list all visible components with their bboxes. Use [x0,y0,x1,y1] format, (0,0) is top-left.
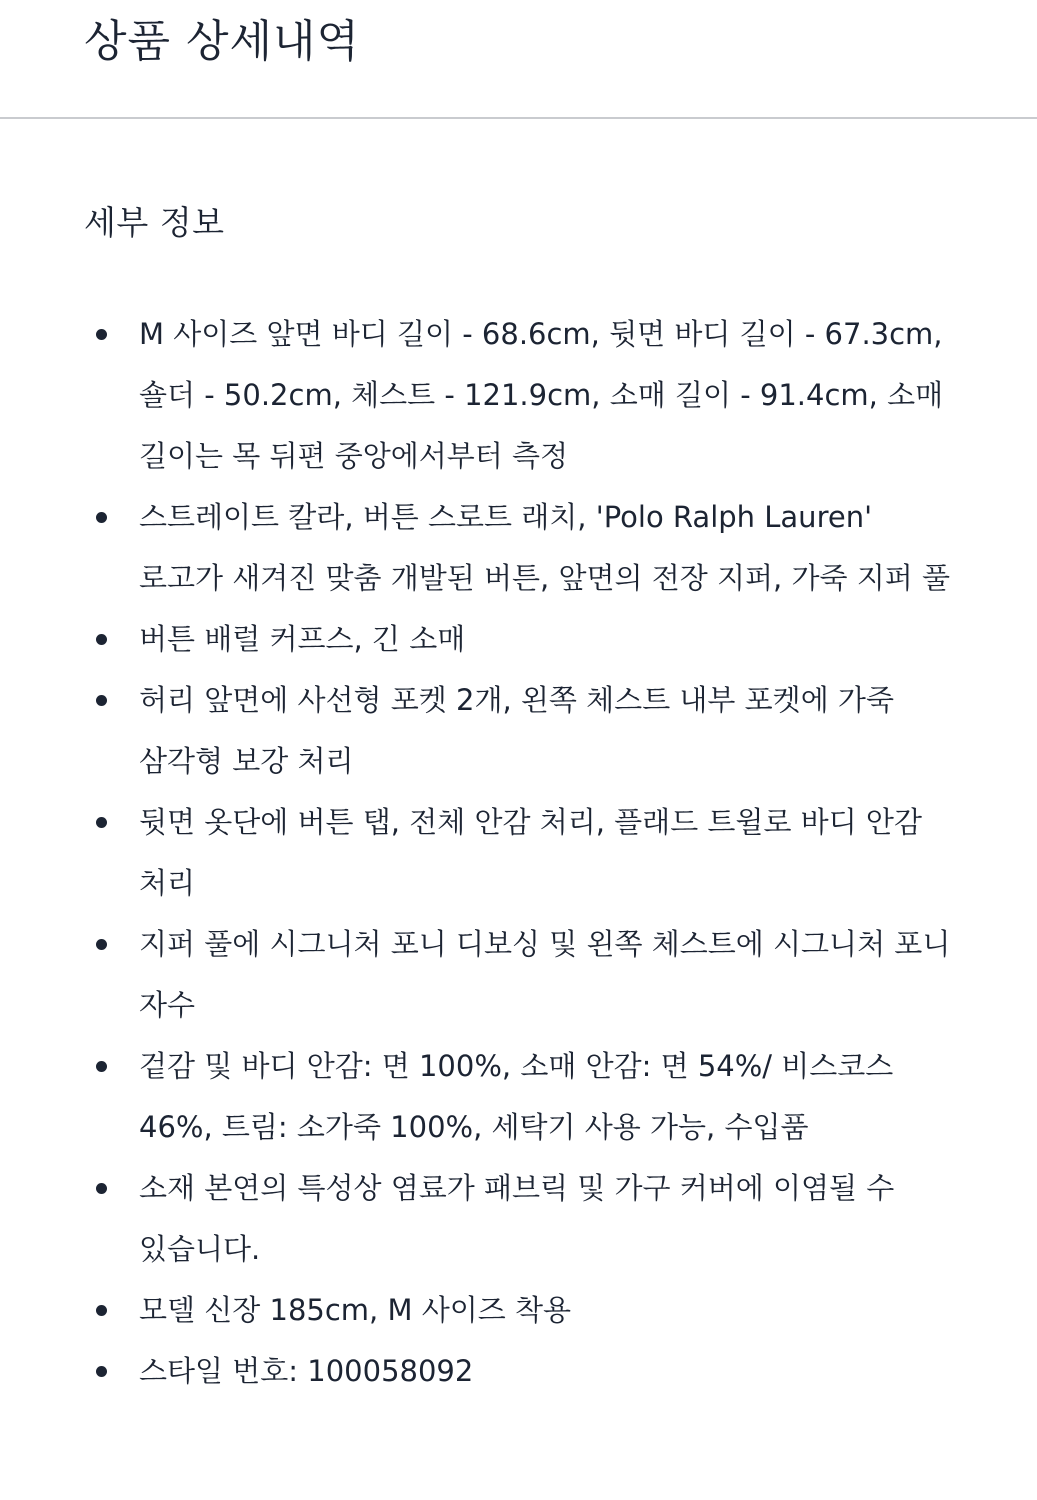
bullet-icon [96,1061,107,1072]
bullet-icon [96,1305,107,1316]
detail-item-text: 스타일 번호: 100058092 [139,1354,474,1388]
detail-item-text: 허리 앞면에 사선형 포켓 2개, 왼쪽 체스트 내부 포켓에 가죽 삼각형 보강 처리 [139,683,894,778]
detail-item-text: 소재 본연의 특성상 염료가 패브릭 및 가구 커버에 이염될 수 있습니다. [139,1171,895,1266]
detail-item-text: 버튼 배럴 커프스, 긴 소매 [139,622,466,656]
detail-item [0,914,1037,1036]
detail-item [0,487,1037,609]
detail-item [0,792,1037,914]
detail-item-text: 뒷면 옷단에 버튼 탭, 전체 안감 처리, 플래드 트윌로 바디 안감 처리 [139,805,922,900]
bullet-icon [96,1183,107,1194]
detail-item [0,304,1037,487]
bullet-icon [96,939,107,950]
detail-list [0,304,1037,1402]
detail-item [0,1341,1037,1402]
page-title: 상품 상세내역 [84,16,361,67]
bullet-icon [96,512,107,523]
bullet-icon [96,329,107,340]
bullet-icon [96,817,107,828]
section-title-details: 세부 정보 [84,203,225,242]
detail-item-text: 겉감 및 바디 안감: 면 100%, 소매 안감: 면 54%/ 비스코스 46%, 트림: 소가죽 100%, 세탁기 사용 가능, 수입품 [139,1049,894,1144]
detail-item [0,1036,1037,1158]
detail-item [0,609,1037,670]
detail-item [0,670,1037,792]
bullet-icon [96,695,107,706]
detail-item-text: M 사이즈 앞면 바디 길이 - 68.6cm, 뒷면 바디 길이 - 67.3cm, 숄더 - 50.2cm, 체스트 - 121.9cm, 소매 길이 - 91.4cm, 소매 길이는 목 뒤편 중앙에서부터 측정 [139,317,944,473]
detail-item [0,1158,1037,1280]
page-header [0,0,1037,119]
bullet-icon [96,1366,107,1377]
detail-item-text: 모델 신장 185cm, M 사이즈 착용 [139,1293,572,1327]
detail-item-text: 지퍼 풀에 시그니처 포니 디보싱 및 왼쪽 체스트에 시그니처 포니 자수 [139,927,951,1022]
detail-item [0,1280,1037,1341]
bullet-icon [96,634,107,645]
detail-item-text: 스트레이트 칼라, 버튼 스로트 래치, 'Polo Ralph Lauren' 로고가 새겨진 맞춤 개발된 버튼, 앞면의 전장 지퍼, 가죽 지퍼 풀 [139,500,950,595]
